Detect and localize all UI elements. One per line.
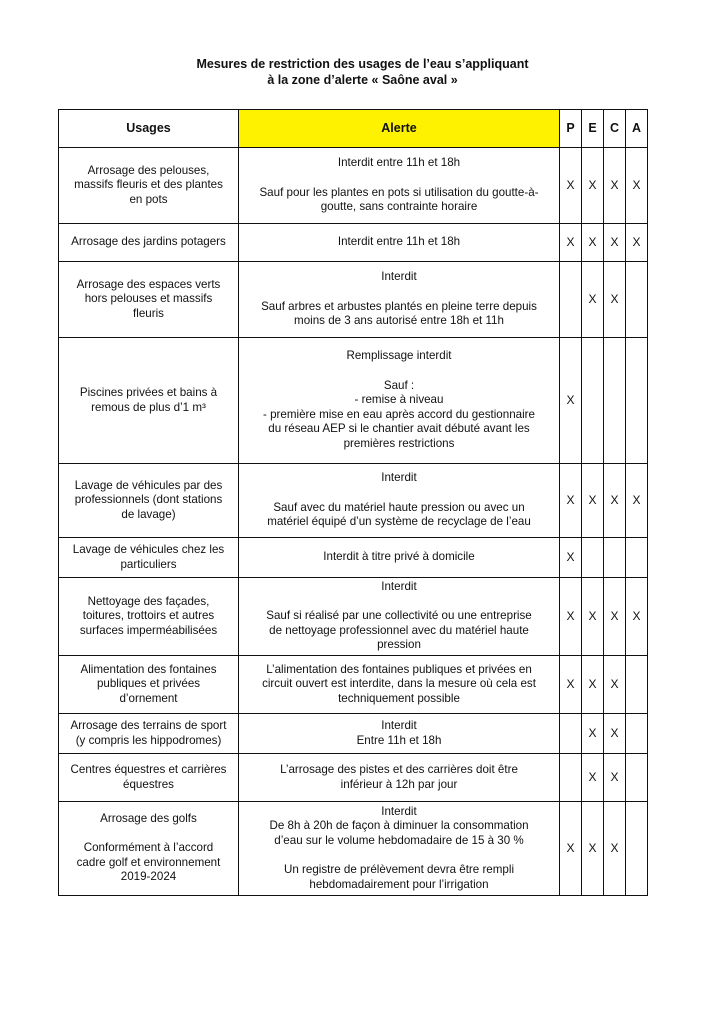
usage-cell <box>59 338 239 464</box>
mark-e-cell: X <box>582 714 604 754</box>
mark-e-cell: X <box>582 224 604 262</box>
usage-text-line: Lavage de véhicules chez les <box>72 542 225 556</box>
usage-text-line <box>61 827 236 842</box>
alerte-text-line: De 8h à 20h de façon à diminuer la consommation <box>269 819 529 833</box>
usage-text-line: publiques et privées <box>96 677 201 691</box>
alerte-text-line: moins de 3 ans autorisé entre 18h et 11h <box>294 314 504 328</box>
table-row <box>59 464 648 538</box>
alerte-text-line <box>241 171 557 186</box>
mark-a-cell <box>626 802 648 896</box>
alerte-text-line: Sauf si réalisé par une collectivité ou une entreprise <box>266 609 532 623</box>
mark-p-cell <box>560 714 582 754</box>
usage-text-line: d’ornement <box>119 691 178 705</box>
usage-text-line: Arrosage des espaces verts <box>76 277 221 291</box>
table-row <box>59 714 648 754</box>
header-a: A <box>626 110 648 148</box>
alerte-text-line: pression <box>377 638 421 652</box>
alerte-text-line: Interdit à titre privé à domicile <box>323 550 475 564</box>
alerte-text-line: L’alimentation des fontaines publiques et privées en <box>266 662 532 676</box>
title-line-1: Mesures de restriction des usages de l’eau s’appliquant <box>196 57 529 71</box>
mark-p-cell: X <box>560 538 582 578</box>
mark-c-cell <box>604 338 626 464</box>
alerte-cell <box>239 802 560 896</box>
alerte-text-line: premières restrictions <box>343 436 455 450</box>
mark-e-cell: X <box>582 578 604 656</box>
alerte-text-line: inférieur à 12h par jour <box>340 777 458 791</box>
usage-text-line: Arrosage des jardins potagers <box>71 235 226 249</box>
alerte-text-line: techniquement possible <box>338 691 460 705</box>
mark-e-cell: X <box>582 464 604 538</box>
mark-p-cell: X <box>560 656 582 714</box>
table-row <box>59 538 648 578</box>
usage-text-line: Alimentation des fontaines <box>80 662 217 676</box>
mark-c-cell: X <box>604 148 626 224</box>
alerte-text-line <box>241 364 557 379</box>
usage-cell <box>59 656 239 714</box>
alerte-cell <box>239 262 560 338</box>
mark-a-cell: X <box>626 464 648 538</box>
mark-a-cell <box>626 262 648 338</box>
alerte-cell <box>239 538 560 578</box>
mark-a-cell <box>626 538 648 578</box>
mark-a-cell: X <box>626 578 648 656</box>
mark-c-cell: X <box>604 224 626 262</box>
usage-text-line: Lavage de véhicules par des <box>74 478 223 492</box>
alerte-text-line: Sauf pour les plantes en pots si utilisation du goutte-à- <box>259 185 539 199</box>
usage-cell <box>59 262 239 338</box>
usage-text-line: toitures, trottoirs et autres <box>82 609 215 623</box>
table-row <box>59 656 648 714</box>
usage-text-line: Piscines privées et bains à <box>79 385 218 399</box>
table-row <box>59 224 648 262</box>
alerte-text-line: Interdit <box>381 580 417 594</box>
alerte-text-line: Interdit entre 11h et 18h <box>337 156 461 170</box>
alerte-text-line: Un registre de prélèvement devra être rempli <box>283 863 515 877</box>
alerte-cell <box>239 578 560 656</box>
mark-p-cell <box>560 262 582 338</box>
usage-cell <box>59 538 239 578</box>
alerte-cell <box>239 224 560 262</box>
alerte-text-line: Remplissage interdit <box>346 349 452 363</box>
usage-cell <box>59 464 239 538</box>
usage-text-line: Arrosage des golfs <box>100 812 197 826</box>
usage-text-line: Nettoyage des façades, <box>87 594 210 608</box>
usage-cell <box>59 224 239 262</box>
mark-c-cell: X <box>604 262 626 338</box>
usage-text-line: hors pelouses et massifs <box>84 292 213 306</box>
table-body <box>59 148 648 896</box>
usage-text-line: particuliers <box>120 557 177 571</box>
header-c: C <box>604 110 626 148</box>
table-row <box>59 578 648 656</box>
mark-c-cell: X <box>604 656 626 714</box>
usage-text-line: (y compris les hippodromes) <box>75 733 222 747</box>
mark-c-cell <box>604 538 626 578</box>
alerte-cell <box>239 464 560 538</box>
usage-text-line: fleuris <box>133 306 164 320</box>
alerte-cell <box>239 148 560 224</box>
mark-p-cell: X <box>560 464 582 538</box>
header-usages: Usages <box>59 110 239 148</box>
usage-text-line: Conformément à l’accord <box>83 841 214 855</box>
alerte-text-line: d’eau sur le volume hebdomadaire de 15 à 30 % <box>274 833 524 847</box>
mark-p-cell: X <box>560 224 582 262</box>
usage-text-line: 2019-2024 <box>120 870 177 884</box>
header-e: E <box>582 110 604 148</box>
mark-e-cell: X <box>582 262 604 338</box>
alerte-text-line: circuit ouvert est interdite, dans la mesure où cela est <box>262 677 536 691</box>
alerte-text-line: L’arrosage des pistes et des carrières doit être <box>280 762 518 776</box>
mark-a-cell <box>626 754 648 802</box>
mark-e-cell <box>582 538 604 578</box>
alerte-cell <box>239 656 560 714</box>
alerte-text-line: de nettoyage professionnel avec du matériel haute <box>269 623 529 637</box>
alerte-cell <box>239 714 560 754</box>
alerte-text-line: - remise à niveau <box>354 393 444 407</box>
header-alerte: Alerte <box>239 110 560 148</box>
mark-p-cell: X <box>560 802 582 896</box>
mark-e-cell <box>582 338 604 464</box>
mark-c-cell: X <box>604 578 626 656</box>
mark-p-cell <box>560 754 582 802</box>
table-row <box>59 262 648 338</box>
mark-a-cell: X <box>626 224 648 262</box>
alerte-text-line: matériel équipé d’un système de recyclage de l’eau <box>267 515 531 529</box>
usage-text-line: remous de plus d’1 m³ <box>91 400 206 414</box>
usage-text-line: équestres <box>123 777 174 791</box>
alerte-text-line <box>241 285 557 300</box>
table-header-row <box>59 110 648 148</box>
alerte-text-line: Interdit <box>381 804 417 818</box>
alerte-cell <box>239 754 560 802</box>
table-row <box>59 802 648 896</box>
header-p: P <box>560 110 582 148</box>
alerte-text-line: Sauf : <box>383 378 415 392</box>
usage-text-line: surfaces imperméabilisées <box>79 623 218 637</box>
mark-a-cell <box>626 338 648 464</box>
restriction-table <box>58 109 648 896</box>
mark-c-cell: X <box>604 464 626 538</box>
alerte-text-line: Sauf arbres et arbustes plantés en pleine terre depuis <box>261 299 537 313</box>
mark-e-cell: X <box>582 656 604 714</box>
usage-text-line: en pots <box>129 192 168 206</box>
alerte-cell <box>239 338 560 464</box>
alerte-text-line: du réseau AEP si le chantier avait débuté avant les <box>268 422 530 436</box>
alerte-text-line <box>241 486 557 501</box>
usage-text-line: massifs fleuris et des plantes <box>74 178 223 192</box>
mark-a-cell <box>626 714 648 754</box>
mark-a-cell: X <box>626 148 648 224</box>
usage-text-line: Arrosage des pelouses, <box>87 163 210 177</box>
mark-p-cell: X <box>560 578 582 656</box>
table-row <box>59 148 648 224</box>
usage-cell <box>59 714 239 754</box>
alerte-text-line <box>241 595 557 610</box>
mark-p-cell: X <box>560 148 582 224</box>
alerte-text-line: Interdit entre 11h et 18h <box>337 235 461 249</box>
mark-e-cell: X <box>582 148 604 224</box>
alerte-text-line: - première mise en eau après accord du gestionnaire <box>263 407 535 421</box>
mark-c-cell: X <box>604 754 626 802</box>
table-row <box>59 338 648 464</box>
document-title <box>0 56 725 88</box>
alerte-text-line: Interdit <box>381 270 417 284</box>
usage-text-line: Arrosage des terrains de sport <box>70 718 227 732</box>
title-line-2: à la zone d’alerte « Saône aval » <box>267 73 458 87</box>
usage-text-line: Centres équestres et carrières <box>70 762 227 776</box>
usage-cell <box>59 578 239 656</box>
usage-cell <box>59 148 239 224</box>
mark-a-cell <box>626 656 648 714</box>
alerte-text-line <box>241 849 557 864</box>
mark-p-cell: X <box>560 338 582 464</box>
usage-text-line: professionnels (dont stations <box>74 493 223 507</box>
alerte-text-line: Interdit <box>381 471 417 485</box>
table-row <box>59 754 648 802</box>
alerte-text-line: Entre 11h et 18h <box>356 733 442 747</box>
mark-e-cell: X <box>582 802 604 896</box>
alerte-text-line: goutte, sans contrainte horaire <box>320 200 478 214</box>
mark-c-cell: X <box>604 802 626 896</box>
mark-e-cell: X <box>582 754 604 802</box>
alerte-text-line: Interdit <box>381 718 417 732</box>
usage-text-line: cadre golf et environnement <box>76 855 221 869</box>
mark-c-cell: X <box>604 714 626 754</box>
usage-cell <box>59 802 239 896</box>
alerte-text-line: Sauf avec du matériel haute pression ou avec un <box>273 500 525 514</box>
usage-text-line: de lavage) <box>121 507 176 521</box>
usage-cell <box>59 754 239 802</box>
alerte-text-line: hebdomadairement pour l’irrigation <box>309 877 489 891</box>
